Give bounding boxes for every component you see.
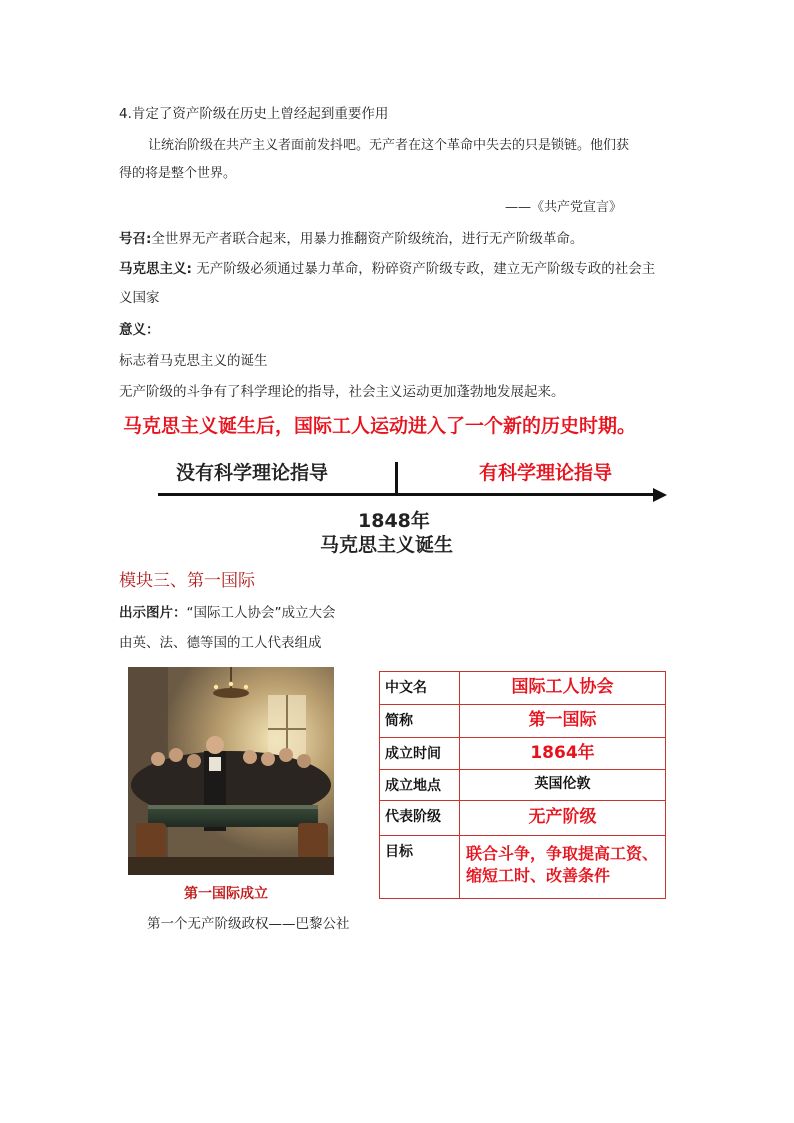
haozhao-text: 全世界无产者联合起来，用暴力推翻资产阶级统治，进行无产阶级革命。 bbox=[151, 231, 584, 247]
haozhao-label: 号召: bbox=[119, 231, 152, 247]
table-value-line2: 缩短工时、改善条件 bbox=[466, 866, 611, 885]
table-value: 英国伦敦 bbox=[460, 770, 666, 801]
timeline-year: 1848年 bbox=[358, 510, 430, 532]
quote-line-2: 得的将是整个世界。 bbox=[119, 166, 237, 181]
table-key: 中文名 bbox=[380, 672, 460, 705]
table-value: 1864年 bbox=[460, 738, 666, 770]
table-row bbox=[380, 770, 666, 801]
painting-first-international bbox=[128, 667, 334, 875]
yiyi-label: 意义： bbox=[119, 322, 160, 338]
makesi-text-line2: 义国家 bbox=[119, 290, 160, 306]
table-value bbox=[460, 836, 666, 899]
table-key: 代表阶级 bbox=[380, 801, 460, 836]
timeline-tick bbox=[395, 462, 398, 494]
table-key: 成立地点 bbox=[380, 770, 460, 801]
makesi-label: 马克思主义: bbox=[119, 261, 192, 277]
footer-line: 第一个无产阶级政权——巴黎公社 bbox=[147, 916, 350, 932]
module-desc: 由英、法、德等国的工人代表组成 bbox=[119, 635, 322, 651]
makesi-text-line1: 无产阶级必须通过暴力革命，粉碎资产阶级专政，建立无产阶级专政的社会主 bbox=[191, 261, 656, 277]
table-key: 目标 bbox=[380, 836, 460, 899]
haozhao-paragraph bbox=[119, 229, 583, 249]
timeline-left-label: 没有科学理论指导 bbox=[176, 462, 329, 484]
timeline-arrow-icon bbox=[653, 488, 667, 502]
banner-text: 马克思主义诞生后，国际工人运动进入了一个新的历史时期。 bbox=[123, 415, 637, 437]
show-image-line bbox=[119, 603, 336, 623]
table-key: 简称 bbox=[380, 705, 460, 738]
info-table bbox=[379, 671, 666, 899]
table-value: 国际工人协会 bbox=[460, 672, 666, 705]
table-value-line1: 联合斗争，争取提高工资、 bbox=[466, 844, 659, 863]
makesi-paragraph bbox=[119, 259, 655, 279]
image-caption: 第一国际成立 bbox=[184, 886, 268, 902]
table-row bbox=[380, 801, 666, 836]
timeline-right-label: 有科学理论指导 bbox=[479, 462, 613, 484]
show-image-text: “国际工人协会”成立大会 bbox=[186, 605, 336, 621]
yiyi-line-1: 标志着马克思主义的诞生 bbox=[119, 353, 268, 369]
section-heading: 4.肯定了资产阶级在历史上曾经起到重要作用 bbox=[119, 106, 389, 122]
quote-source: ——《共产党宣言》 bbox=[505, 200, 623, 215]
module-title: 模块三、第一国际 bbox=[119, 571, 255, 591]
table-row bbox=[380, 836, 666, 899]
yiyi-line-2: 无产阶级的斗争有了科学理论的指导，社会主义运动更加蓬勃地发展起来。 bbox=[119, 384, 565, 400]
timeline-event: 马克思主义诞生 bbox=[320, 534, 454, 556]
table-value: 无产阶级 bbox=[460, 801, 666, 836]
timeline-axis bbox=[158, 493, 656, 496]
table-key: 成立时间 bbox=[380, 738, 460, 770]
table-row bbox=[380, 672, 666, 705]
table-value: 第一国际 bbox=[460, 705, 666, 738]
table-row bbox=[380, 738, 666, 770]
quote-line-1: 让统治阶级在共产主义者面前发抖吧。无产者在这个革命中失去的只是锁链。他们获 bbox=[148, 138, 630, 153]
table-row bbox=[380, 705, 666, 738]
show-image-label: 出示图片： bbox=[119, 605, 187, 621]
